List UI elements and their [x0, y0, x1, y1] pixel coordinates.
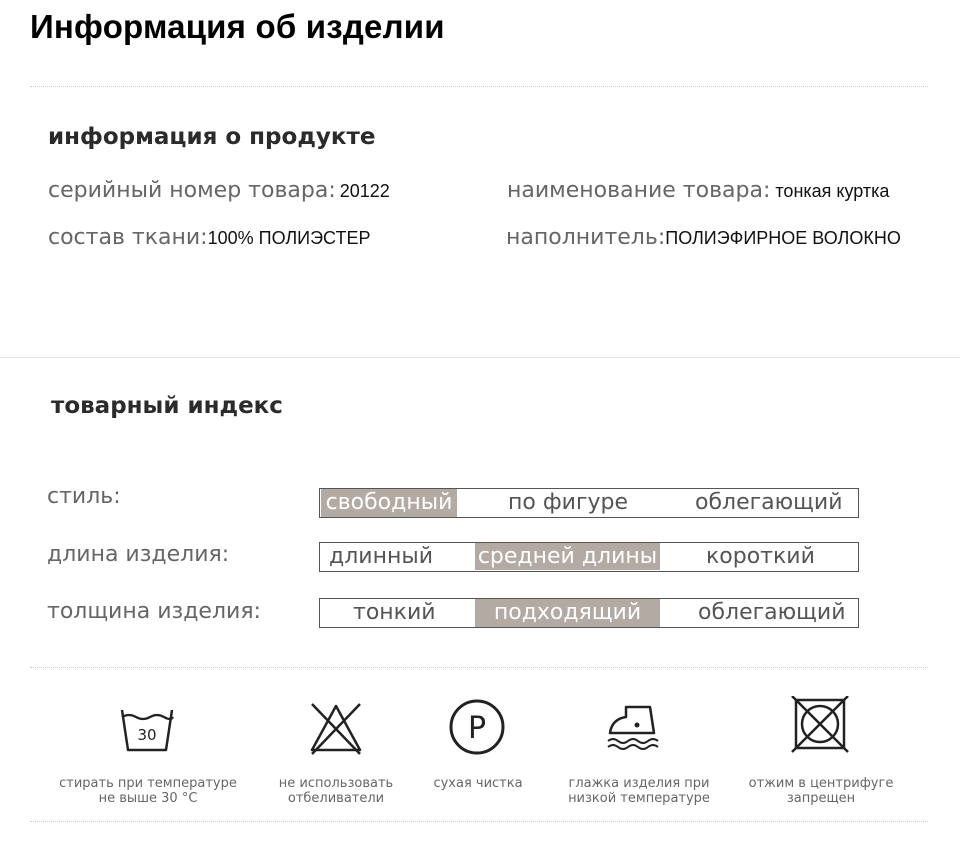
- page-title: Информация об изделии: [30, 8, 445, 45]
- scale-length: [319, 542, 859, 572]
- dry-clean-icon: [447, 697, 507, 757]
- info-product-name: [507, 178, 889, 203]
- info-fabric: [48, 225, 370, 250]
- info-label: состав ткани:: [48, 225, 208, 250]
- scale-option: тонкий: [353, 600, 436, 625]
- scale-label-length: длина изделия:: [47, 542, 230, 567]
- care-label-line: не выше 30 °C: [98, 791, 198, 806]
- divider: [30, 667, 928, 668]
- wash-temp-text: 30: [137, 726, 157, 744]
- scale-option: длинный: [329, 544, 434, 569]
- product-info-heading: информация о продукте: [48, 124, 376, 150]
- care-label: [721, 776, 921, 806]
- info-label: серийный номер товара:: [48, 178, 336, 203]
- info-value: 100% ПОЛИЭСТЕР: [207, 228, 371, 248]
- care-label-line: глажка изделия при: [568, 776, 710, 791]
- scale-option-selected: подходящий: [475, 599, 660, 627]
- info-value: тонкая куртка: [775, 181, 890, 201]
- info-label: наполнитель:: [506, 225, 666, 250]
- care-label: [539, 776, 739, 806]
- care-label-line: запрещен: [786, 791, 856, 806]
- care-label-line: отбеливатели: [287, 791, 385, 806]
- no-bleach-icon: [306, 698, 366, 758]
- scale-option-selected: средней длины: [475, 543, 660, 570]
- scale-label-style: стиль:: [47, 484, 121, 509]
- info-value: ПОЛИЭФИРНОЕ ВОЛОКНО: [665, 228, 901, 248]
- care-label: [48, 776, 248, 806]
- care-label-line: не использовать: [278, 776, 394, 791]
- product-index-heading: товарный индекс: [51, 393, 283, 419]
- scale-option: облегающий: [698, 600, 846, 625]
- scale-option: облегающий: [695, 490, 843, 515]
- divider: [30, 86, 928, 87]
- low-iron-icon: [604, 697, 664, 757]
- care-label-line: стирать при температуре: [59, 776, 237, 791]
- dry-clean-letter: P: [467, 711, 487, 746]
- scale-style: [319, 488, 859, 518]
- scale-option-selected: свободный: [321, 489, 457, 517]
- info-serial-number: [48, 178, 390, 203]
- section-divider: [0, 357, 960, 358]
- divider: [30, 821, 928, 822]
- scale-option: по фигуре: [508, 490, 629, 515]
- care-label-line: отжим в центрифуге: [748, 776, 894, 791]
- scale-option: короткий: [706, 544, 815, 569]
- info-value: 20122: [339, 181, 390, 201]
- info-filler: [506, 225, 901, 250]
- wash-30-icon: [117, 700, 177, 760]
- no-tumble-dry-icon: [790, 696, 850, 756]
- info-label: наименование товара:: [507, 178, 771, 203]
- scale-label-thickness: толщина изделия:: [47, 599, 261, 624]
- care-label-line: низкой температуре: [568, 791, 710, 806]
- care-label-line: сухая чистка: [433, 776, 523, 791]
- scale-thickness: [319, 598, 859, 628]
